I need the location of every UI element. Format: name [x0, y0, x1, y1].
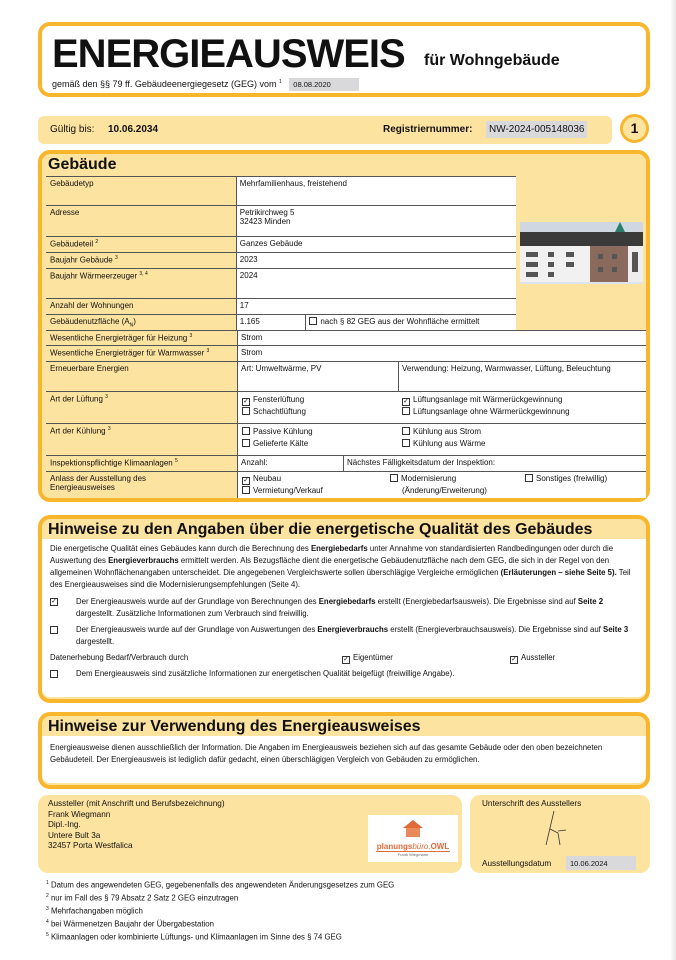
usage-text: Energieausweise dienen ausschließlich der Information. Die Angaben im Energieausweis beziehen sich auf das gesamte Gebäude oder den oben bezeichneten Gebäudeteil. Der Energieausweis ist lediglich dafür gedacht, einen überschlägigen Vergleich von Gebäuden zu ermöglichen. — [42, 736, 646, 783]
label — [46, 237, 236, 252]
checkbox-label: Lüftungsanlage ohne Wärmerückgewinnung — [413, 407, 570, 416]
label-text: ) — [133, 317, 136, 326]
issuer-name: Frank Wiegmann — [48, 809, 111, 819]
data-collection-label: Datenerhebung Bedarf/Verbrauch durch — [50, 653, 189, 662]
valid-date: 10.06.2034 — [108, 124, 159, 135]
value: Mehrfamilienhaus, freistehend — [236, 177, 516, 205]
checkbox-checked[interactable]: ✓ — [243, 477, 249, 484]
label — [46, 315, 236, 330]
checkbox-label: Eigentümer — [353, 653, 393, 662]
footnote-ref: 3 — [105, 394, 108, 400]
footnote-ref: 3 — [114, 255, 118, 261]
label — [46, 424, 237, 455]
quality-paragraph: Die energetische Qualität eines Gebäudes kann durch die Berechnung des Energiebedarfs unter Annahme von standardisierten Randbedingungen oder durch die Auswertung des Energieverbrauchs ermittelt werden. Als Bezugsfläche dient die energetische Gebäudenutzfläche nach dem GEG, die sich in der Regel von den allgemeinen Wohnflächenangaben unterscheidet. Die angegebenen Vergleichswerte sollen überschlägige Vergleiche ermöglichen (Erläuterungen – siehe Seite 5). Teil des Energieausweises sind die Modernisierungsempfehlungen (Seite 4). — [50, 544, 631, 589]
label — [46, 346, 237, 361]
checkbox-option[interactable] — [525, 474, 607, 483]
footnote-ref: 3 — [107, 426, 111, 432]
checkbox[interactable] — [402, 407, 410, 415]
footnotes — [46, 878, 394, 943]
checkbox-checked[interactable]: ✓ — [403, 398, 409, 405]
label-text: Baujahr Gebäude — [50, 255, 113, 265]
label-text: Wesentliche Energieträger für Heizung — [50, 333, 188, 343]
row-water — [46, 345, 646, 361]
value: Strom — [237, 346, 646, 361]
value: 2023 — [236, 253, 516, 268]
building-photo-icon — [520, 222, 643, 284]
geg-text: gemäß den §§ 79 ff. Gebäudeenergiegesetz (GEG) vom — [52, 79, 277, 89]
validity-bar — [38, 116, 612, 144]
page-edge — [670, 0, 676, 960]
address-line: 32423 Minden — [239, 217, 291, 226]
building-image — [520, 222, 643, 284]
checkbox-option[interactable] — [242, 427, 313, 436]
value: 2024 — [236, 269, 516, 298]
row-area — [46, 314, 516, 330]
issue-date: 10.06.2024 — [566, 856, 636, 870]
value: Strom — [237, 331, 646, 345]
checkbox-option[interactable] — [402, 486, 487, 495]
footnote-ref: 5 — [174, 458, 178, 464]
geg-line — [52, 78, 359, 91]
label-text: Energieausweises — [50, 483, 115, 492]
value: Verwendung: Heizung, Warmwasser, Lüftung, Beleuchtung — [398, 362, 646, 391]
checkbox[interactable] — [402, 427, 410, 435]
checkbox-label: Neubau — [253, 474, 282, 483]
row-address — [46, 205, 516, 236]
checkbox-label: Kühlung aus Strom — [413, 427, 482, 436]
company-logo: planungsbüro.OWL Frank Wiegmann — [368, 815, 458, 862]
issuer-street: Untere Bult 3a — [48, 830, 101, 840]
house-logo-icon — [401, 818, 425, 838]
option-demand[interactable] — [50, 596, 638, 620]
checkbox-label: nach § 82 GEG aus der Wohnfläche ermittelt — [320, 317, 480, 326]
checkbox-label: Gelieferte Kälte — [253, 439, 309, 448]
checkbox-label: Lüftungsanlage mit Wärmerückgewinnung — [413, 395, 563, 404]
label: Adresse — [50, 208, 80, 217]
checkbox-checked[interactable]: ✓ — [51, 598, 57, 605]
label — [46, 392, 237, 423]
checkbox-option[interactable] — [242, 395, 304, 406]
footnote: $^4$ bei Wärmenetzen Baujahr der Übergabestation — [46, 919, 214, 929]
reg-number: NW-2024-005148036 — [486, 121, 587, 138]
label-text: Wesentliche Energieträger für Warmwasser — [50, 348, 205, 358]
label: Anzahl der Wohnungen — [50, 301, 134, 310]
footnote: $^3$ Mehrfachangaben möglich — [46, 906, 143, 916]
checkbox-option[interactable] — [242, 439, 308, 448]
checkbox[interactable] — [50, 670, 58, 678]
usage-section — [38, 712, 650, 789]
checkbox-checked[interactable]: ✓ — [343, 656, 349, 663]
footnote: $^5$ Klimaanlagen oder kombinierte Lüftungs- und Klimaanlagen im Sinne des § 74 GEG — [46, 932, 342, 942]
option-text: Der Energieausweis wurde auf der Grundlage von Auswertungen des Energieverbrauchs erstellt (Energieverbrauchsausweis). Die Ergebnisse sind auf Seite 3 dargestellt. — [76, 625, 629, 646]
checkbox[interactable] — [242, 486, 250, 494]
footnote: $^2$ nur im Fall des § 79 Absatz 2 Satz 2 GEG einzutragen — [46, 893, 239, 903]
document-subtitle: für Wohngebäude — [424, 52, 560, 69]
checkbox-label: Kühlung aus Wärme — [413, 439, 486, 448]
checkbox-label: Vermietung/Verkauf — [253, 486, 323, 495]
row-reason — [46, 471, 646, 498]
label-text: Gebäudenutzfläche (A — [50, 317, 130, 326]
label-text: Art der Lüftung — [50, 394, 103, 404]
footnote: $^1$ Datum des angewendeten GEG, gegebenenfalls des angewendeten Änderungsgesetzes zum GEG — [46, 880, 395, 890]
checkbox[interactable] — [242, 407, 250, 415]
reason-options — [237, 472, 646, 498]
label-text: Inspektionspflichtige Klimaanlagen — [50, 458, 173, 468]
option-consumption[interactable] — [50, 624, 638, 648]
address-line: Petrikirchweg 5 — [239, 208, 295, 217]
footnote-ref: 3 — [206, 348, 210, 354]
label — [46, 456, 237, 471]
checkbox-option[interactable] — [242, 474, 281, 485]
checkbox-option[interactable] — [242, 407, 306, 416]
option-extra-info[interactable] — [50, 668, 638, 680]
usage-heading: Hinweise zur Verwendung des Energieausweises — [48, 718, 421, 735]
checkbox-label: (Änderung/Erweiterung) — [402, 486, 487, 495]
checkbox-option[interactable] — [402, 427, 481, 436]
owner-option[interactable] — [342, 652, 393, 664]
row-building-type — [46, 176, 516, 205]
checkbox-option[interactable] — [402, 407, 570, 416]
checkbox-label: Schachtlüftung — [253, 407, 306, 416]
label — [46, 472, 237, 498]
row-year — [46, 252, 516, 268]
label-text: Anlass der Ausstellung des — [50, 474, 147, 483]
option-text: Der Energieausweis wurde auf der Grundlage von Berechnungen des Energiebedarfs erstellt (Energiebedarfsausweis). Die Ergebnisse sind auf Seite 2 dargestellt. Zusätzliche Informationen zum Verbrauch sind freiwillig. — [76, 597, 604, 618]
row-building-part — [46, 236, 516, 252]
checkbox-label: Modernisierung — [401, 474, 457, 483]
label-text: Art der Kühlung — [50, 426, 106, 436]
row-ac — [46, 455, 646, 471]
checkbox[interactable] — [50, 626, 58, 634]
footnote-ref: 2 — [95, 239, 99, 245]
checkbox-option[interactable] — [402, 439, 485, 448]
row-units — [46, 298, 516, 314]
issuer-option[interactable] — [510, 652, 555, 664]
signature-label: Unterschrift des Ausstellers — [482, 799, 582, 808]
checkbox-checked[interactable]: ✓ — [243, 398, 249, 405]
checkbox-label: Fensterlüftung — [253, 395, 305, 404]
valid-label: Gültig bis: — [50, 124, 95, 135]
checkbox[interactable] — [390, 474, 398, 482]
issuer-box — [38, 795, 462, 873]
label — [46, 331, 237, 345]
cooling-options — [237, 424, 646, 455]
checkbox[interactable] — [242, 439, 250, 447]
value: Art: Umweltwärme, PV — [237, 362, 398, 391]
row-heater-year — [46, 268, 516, 298]
ventilation-options — [237, 392, 646, 423]
ac-count: Anzahl: — [237, 456, 343, 471]
checkbox-option[interactable] — [402, 395, 562, 406]
quality-section — [38, 515, 650, 703]
quality-heading: Hinweise zu den Angaben über die energetische Qualität des Gebäudes — [48, 521, 593, 538]
footnote-ref: 1 — [278, 79, 282, 85]
page-number-badge: 1 — [620, 114, 649, 143]
checkbox-label: Aussteller — [521, 653, 556, 662]
checkbox[interactable] — [242, 427, 250, 435]
issue-date-label: Ausstellungsdatum — [482, 859, 552, 868]
row-cooling — [46, 423, 646, 455]
label: Erneuerbare Energien — [50, 364, 129, 373]
checkbox[interactable] — [525, 474, 533, 482]
area-checkbox[interactable] — [305, 315, 516, 330]
issuer-title: Dipl.-Ing. — [48, 820, 81, 829]
quality-body — [42, 539, 646, 697]
checkbox-option[interactable] — [242, 486, 323, 495]
row-heating — [46, 330, 646, 345]
label: Gebäudetyp — [50, 179, 94, 188]
data-collection-row — [50, 652, 638, 666]
checkbox[interactable] — [309, 317, 317, 325]
geg-date: 08.08.2020 — [289, 78, 359, 91]
checkbox-option[interactable] — [390, 474, 456, 483]
row-ventilation — [46, 391, 646, 423]
document-title: ENERGIEAUSWEIS — [52, 32, 405, 76]
label-text: Gebäudeteil — [50, 239, 94, 249]
header-box — [38, 22, 650, 97]
value: Ganzes Gebäude — [236, 237, 516, 252]
checkbox-label: Sonstiges (freiwillig) — [536, 474, 608, 483]
option-text: Dem Energieausweis sind zusätzliche Informationen zur energetischen Qualität beigefügt (freiwillige Angabe). — [76, 669, 455, 678]
issuer-city: 32457 Porta Westfalica — [48, 841, 133, 850]
row-renewables — [46, 361, 646, 391]
building-section — [38, 150, 650, 502]
signature-box — [470, 795, 650, 873]
building-heading: Gebäude — [48, 156, 117, 173]
label — [46, 269, 236, 298]
checkbox-label: Passive Kühlung — [253, 427, 313, 436]
reg-label: Registriernummer: — [383, 124, 473, 135]
checkbox-checked[interactable]: ✓ — [511, 656, 517, 663]
value — [236, 206, 516, 236]
label — [46, 253, 236, 268]
subscript: N — [129, 322, 134, 329]
signature-icon — [540, 809, 580, 849]
value: 1.165 — [236, 315, 306, 330]
value: 17 — [236, 299, 516, 314]
issuer-label: Aussteller (mit Anschrift und Berufsbezeichnung) — [48, 799, 225, 808]
label-text: Baujahr Wärmeerzeuger — [50, 271, 138, 281]
footnote-ref: 3 — [189, 333, 193, 339]
ac-inspection-date: Nächstes Fälligkeitsdatum der Inspektion: — [343, 456, 646, 471]
footnote-ref: 3, 4 — [139, 271, 148, 277]
checkbox[interactable] — [402, 439, 410, 447]
